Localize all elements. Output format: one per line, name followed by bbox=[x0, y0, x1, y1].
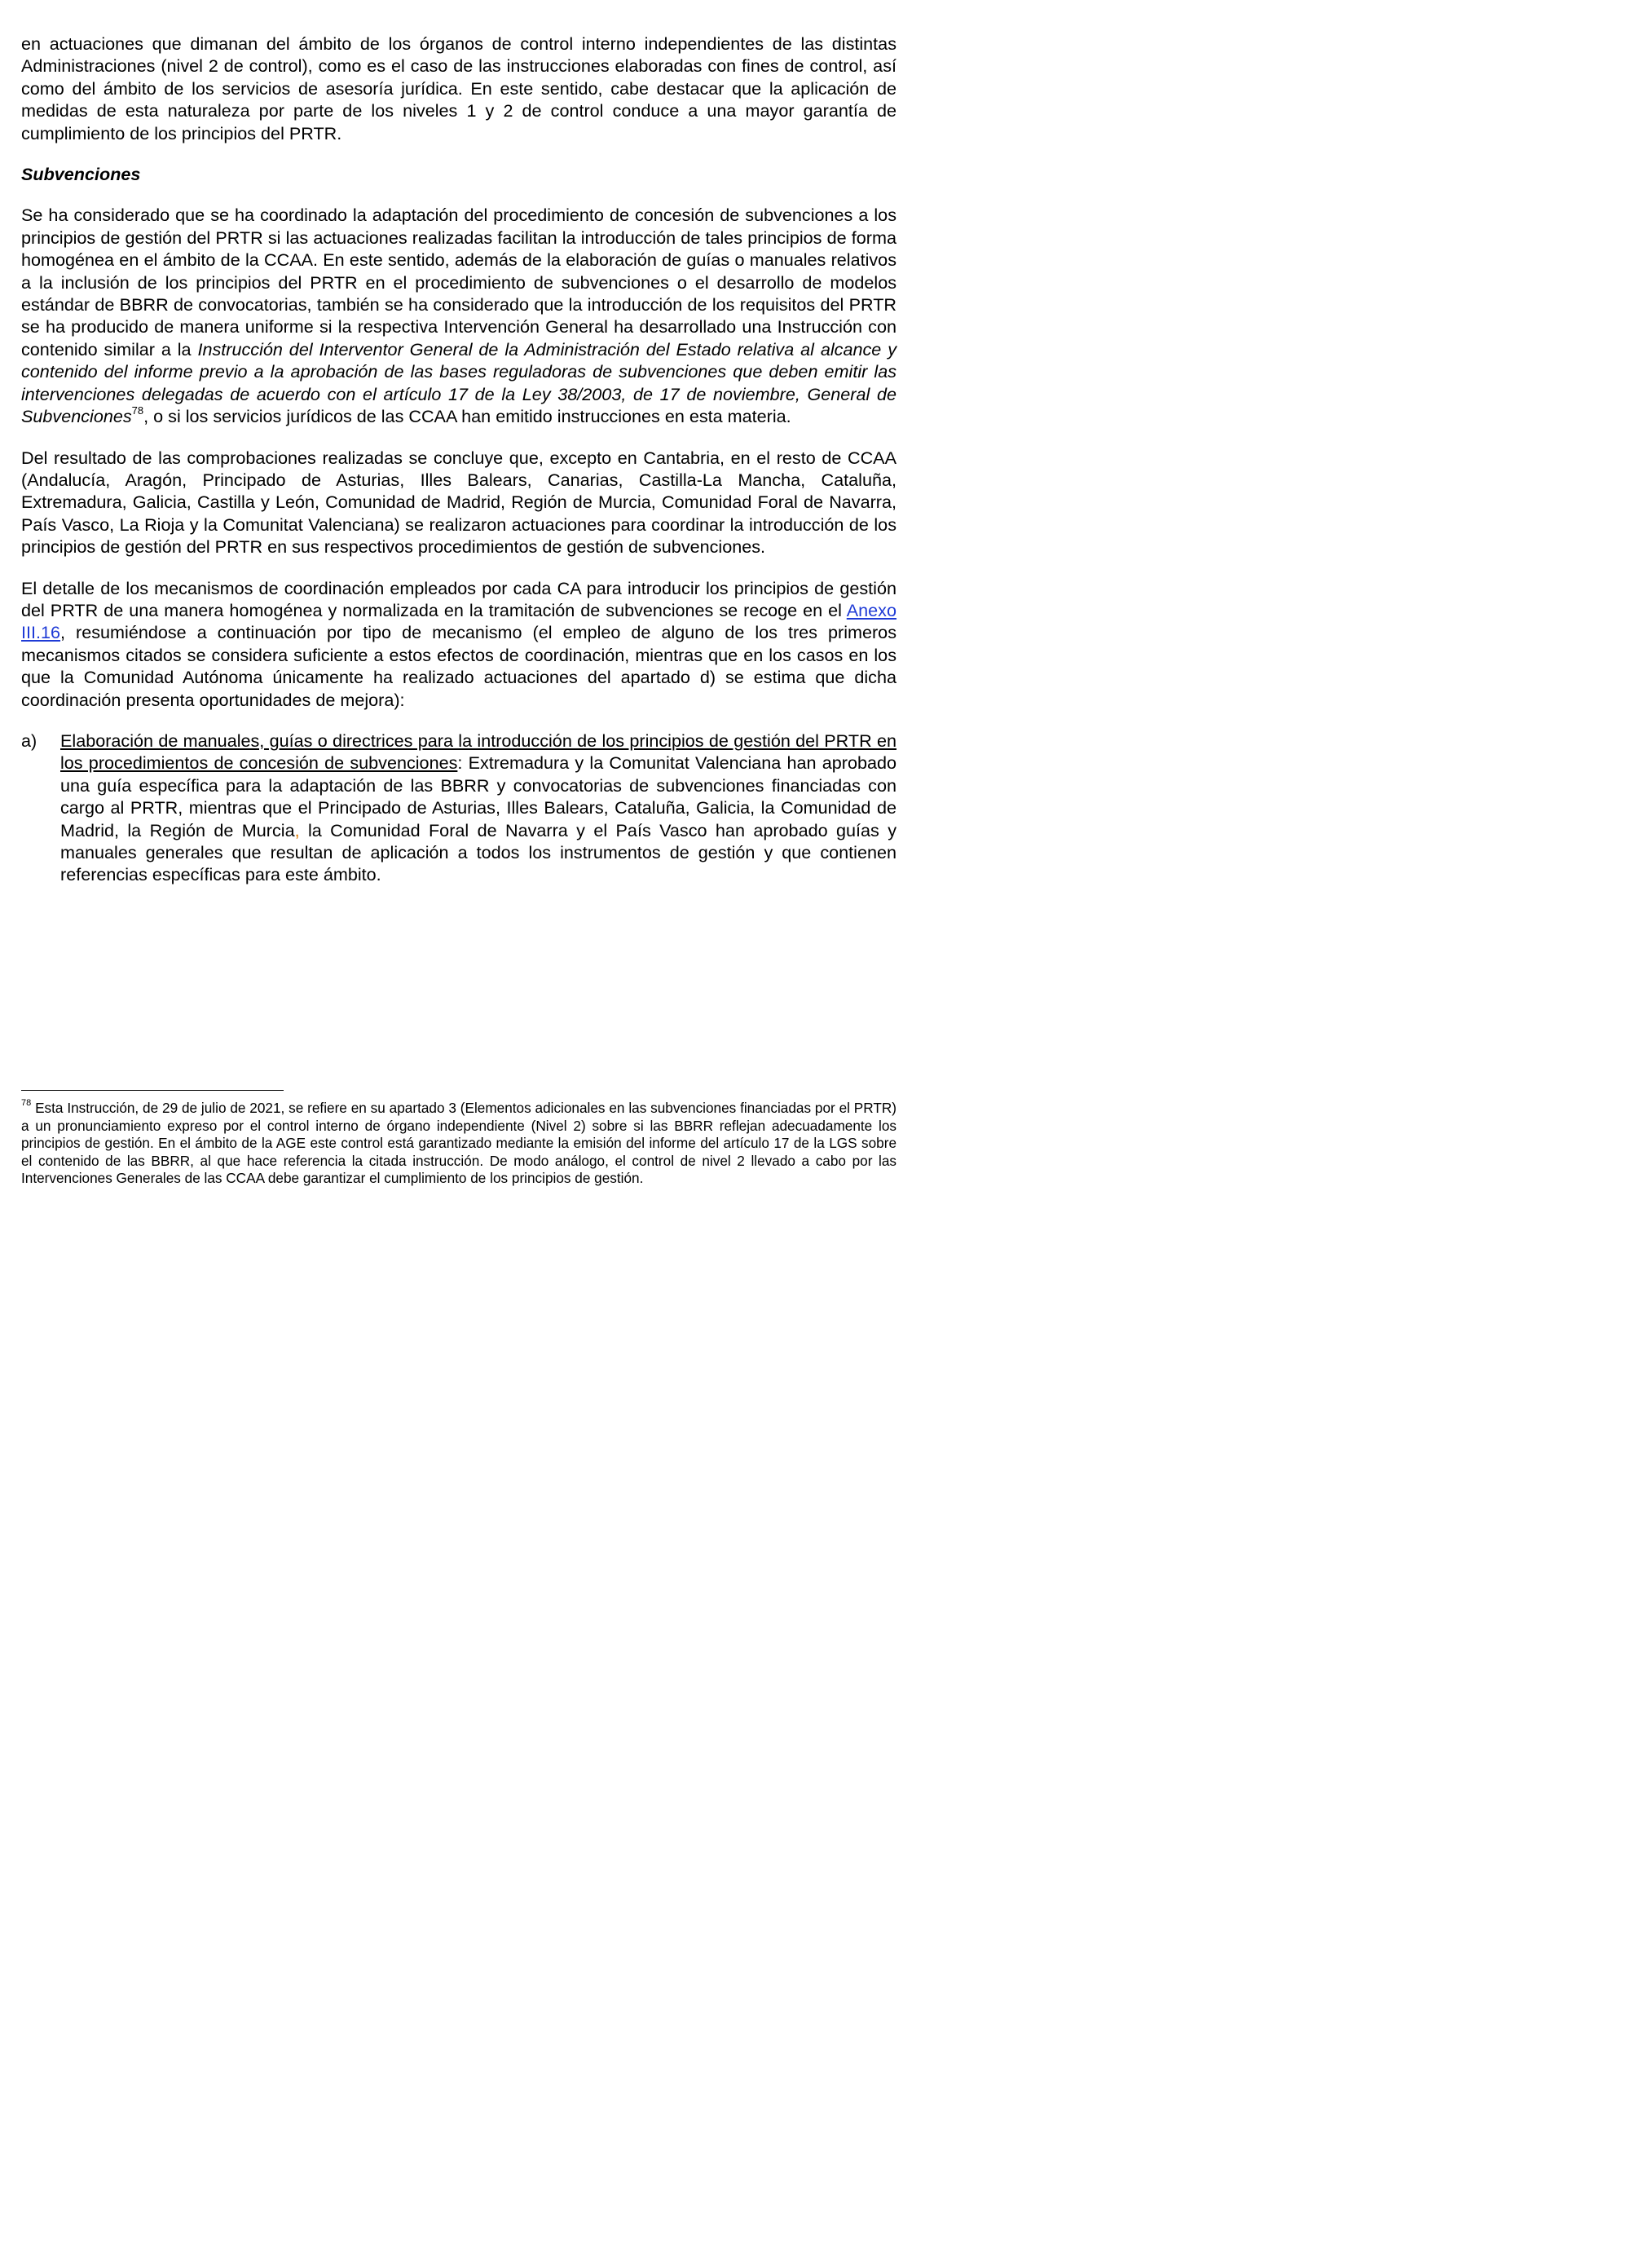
annex-link[interactable]: Anexo III.16 bbox=[21, 599, 896, 643]
footnote-reference[interactable]: 78 bbox=[131, 404, 144, 417]
paragraph-criteria-end: , o si los servicios jurídicos de las CCAA han emitido instrucciones en esta materia. bbox=[143, 406, 791, 427]
list-item-text-end: la Comunidad Foral de Navarra y el País Vasco han aprobado guías y manuales generales que resultan de aplicación a todos los instrumentos de gestión y que contienen referencias específicas para este ámbito. bbox=[60, 819, 896, 885]
document-body bbox=[21, 33, 896, 886]
list-item-text: : Extremadura y la Comunitat Valenciana han aprobado una guía específica para la adaptación de las BBRR y convocatorias de subvenciones financiadas con cargo al PRTR, mientras que el Principado de Asturias, Illes Balears, Cataluña, Galicia, la Comunidad de Madrid, la Región de Murcia bbox=[60, 752, 896, 840]
footnote-separator bbox=[21, 1090, 284, 1091]
list-item-body bbox=[60, 730, 896, 886]
paragraph-detail-end: , resumiéndose a continuación por tipo de mecanismo (el empleo de alguno de los tres primeros mecanismos citados se considera suficiente a estos efectos de coordinación, mientras que en los casos en los que la Comunidad Autónoma únicamente ha realizado actuaciones del apartado d) se estima que dicha coordinación presenta oportunidades de mejora): bbox=[21, 622, 896, 710]
section-heading: Subvenciones bbox=[21, 164, 141, 185]
paragraph-criteria-text: Se ha considerado que se ha coordinado la adaptación del procedimiento de concesión de subvenciones a los principios de gestión del PRTR si las actuaciones realizadas facilitan la introducción de tales principios de forma homogénea en el ámbito de la CCAA. En este sentido, además de la elaboración de guías o manuales relativos a la inclusión de los principios del PRTR en el procedimiento de subvenciones o el desarrollo de modelos estándar de BBRR de convocatorias, también se ha considerado que la introducción de los requisitos del PRTR se ha producido de manera uniforme si la respectiva Intervención General ha desarrollado una Instrucción con contenido similar a la bbox=[21, 205, 896, 360]
paragraph-detail-text: El detalle de los mecanismos de coordinación empleados por cada CA para introducir los principios de gestión del PRTR de una manera homogénea y normalizada en la tramitación de subvenciones se recoge en el bbox=[21, 577, 896, 620]
paragraph-results: Del resultado de las comprobaciones realizadas se concluye que, excepto en Cantabria, en el resto de CCAA (Andalucía, Aragón, Principado de Asturias, Illes Balears, Canarias, Castilla-La Mancha, Cataluña, Extremadura, Galicia, Castilla y León, Comunidad de Madrid, Región de Murcia, Comunidad Foral de Navarra, País Vasco, La Rioja y la Comunitat Valenciana) se realizaron actuaciones para coordinar la introducción de los principios de gestión del PRTR en sus respectivos procedimientos de gestión de subvenciones. bbox=[21, 447, 896, 558]
highlight-comma: , bbox=[294, 819, 300, 840]
paragraph-detail bbox=[21, 577, 896, 711]
list-item-a bbox=[21, 730, 896, 886]
list-item-heading: Elaboración de manuales, guías o directrices para la introducción de los principios de gestión del PRTR en los procedimientos de concesión de subvenciones bbox=[60, 730, 896, 774]
footnote bbox=[21, 1100, 896, 1188]
footnote-text: Esta Instrucción, de 29 de julio de 2021, se refiere en su apartado 3 (Elementos adicionales en las subvenciones financiadas por el PRTR) a un pronunciamiento expreso por el control interno de órgano independiente (Nivel 2) sobre si las BBRR reflejan adecuadamente los principios de gestión. En el ámbito de la AGE este control está garantizado mediante la emisión del informe del artículo 17 de la LGS sobre el contenido de las BBRR, al que hace referencia la citada instrucción. De modo análogo, el control de nivel 2 llevado a cabo por las Intervenciones Generales de las CCAA debe garantizar el cumplimiento de los principios de gestión. bbox=[21, 1100, 896, 1187]
paragraph-intro: en actuaciones que dimanan del ámbito de los órganos de control interno independientes de las distintas Administraciones (nivel 2 de control), como es el caso de las instrucciones elaboradas con fines de control, así como del ámbito de los servicios de asesoría jurídica. En este sentido, cabe destacar que la aplicación de medidas de esta naturaleza por parte de los niveles 1 y 2 de control conduce a una mayor garantía de cumplimiento de los principios del PRTR. bbox=[21, 33, 896, 143]
footnote-number: 78 bbox=[21, 1098, 32, 1109]
instruction-title: Instrucción del Interventor General de la Administración del Estado relativa al alcance y contenido del informe previo a la aprobación de las bases reguladoras de subvenciones que deben emitir las intervenciones delegadas de acuerdo con el artículo 17 de la Ley 38/2003, de 17 de noviembre, General de Subvenciones bbox=[21, 338, 896, 427]
paragraph-criteria bbox=[21, 204, 896, 427]
list-marker: a) bbox=[21, 730, 37, 751]
